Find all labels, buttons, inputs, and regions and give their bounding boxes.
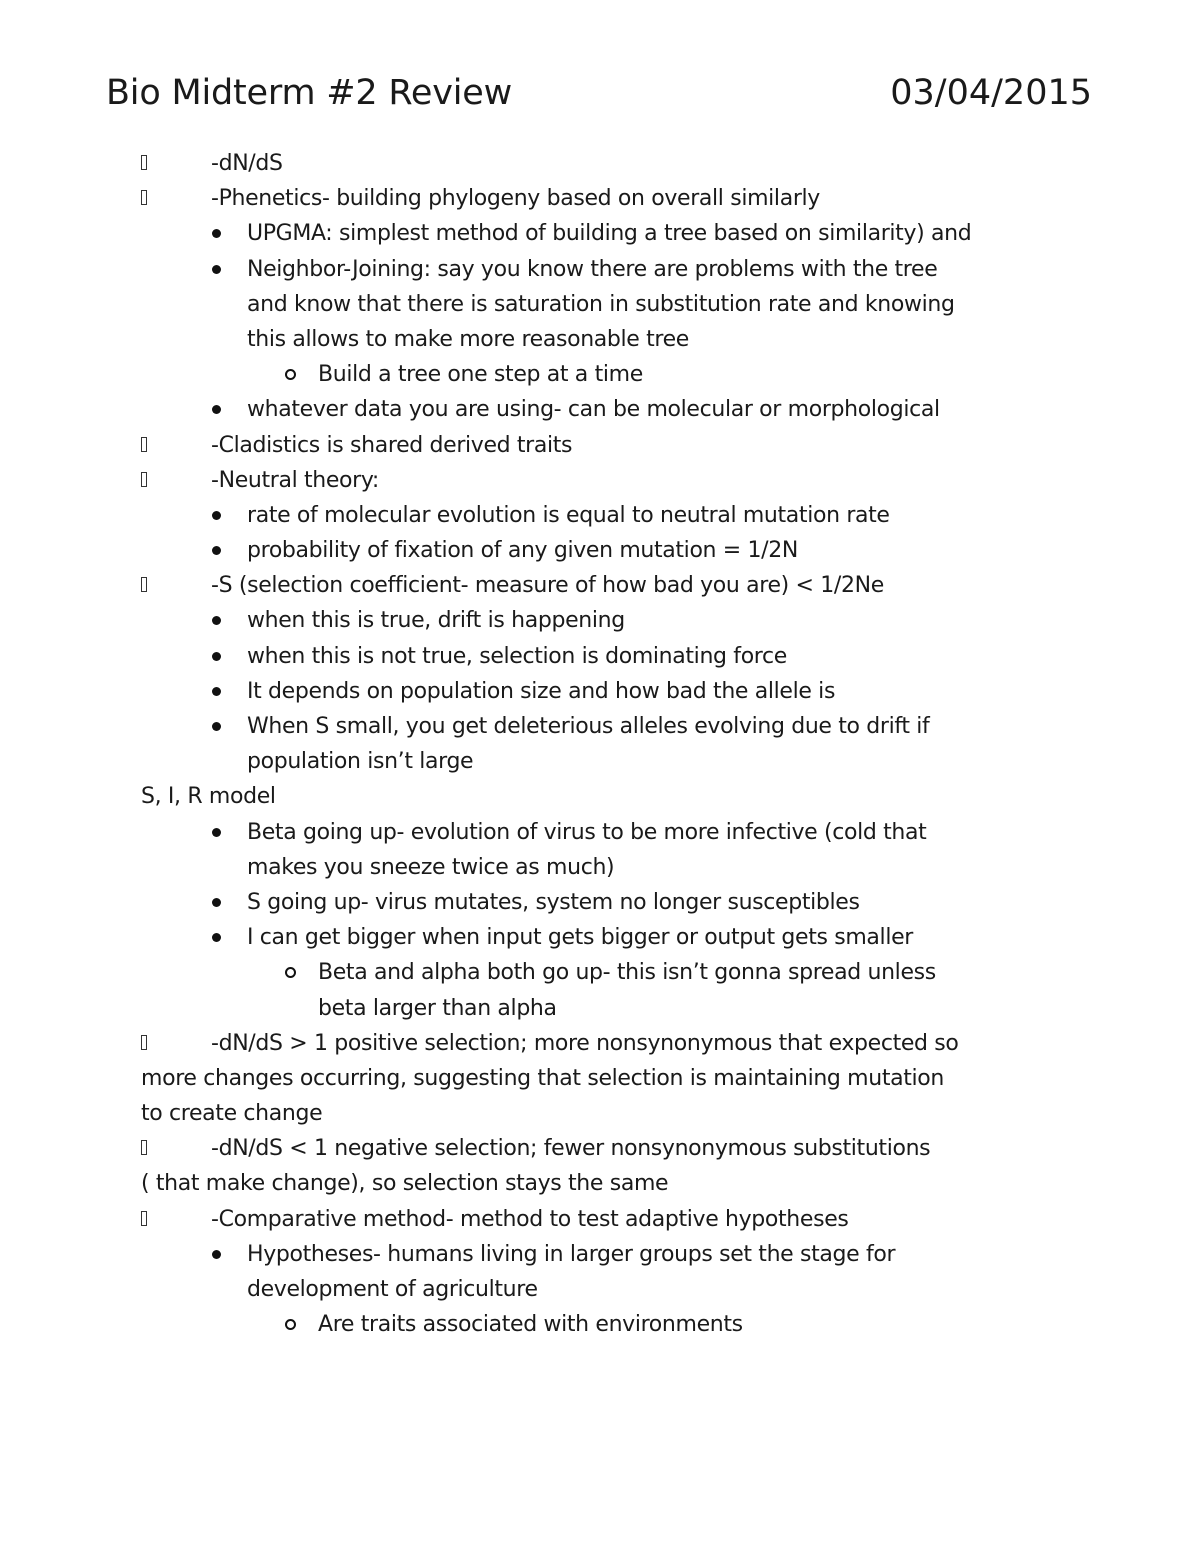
bullet-line [0,674,1200,709]
bullet-line [0,639,1200,674]
bullet-line [0,1237,1200,1272]
note-line [0,1131,1200,1166]
bullet-text: When S small, you get deleterious alleles evolving due to drift if [247,714,930,739]
missing-glyph-icon [141,190,147,205]
bullet-dot-icon [212,1250,221,1259]
bullet-text: whatever data you are using- can be molecular or morphological [247,397,940,423]
note-line [0,181,1200,216]
note-text: more changes occurring, suggesting that selection is maintaining mutation [141,1065,945,1091]
bullet-line [0,709,1200,744]
missing-glyph-icon [141,155,147,170]
note-text: to create change [141,1101,323,1127]
bullet-line [0,920,1200,955]
bullet-text: UPGMA: simplest method of building a tree based on similarity) and [247,221,972,247]
page-date: 03/04/2015 [890,73,1092,113]
bullet-text: Beta going up- evolution of virus to be more infective (cold that [247,819,927,845]
bullet-dot-icon [212,722,221,731]
bullet-dot-icon [212,652,221,661]
bullet-circle-icon [285,967,296,978]
missing-glyph-icon [141,437,147,452]
sub-bullet-text: Build a tree one step at a time [318,362,643,388]
bullet-dot-icon [212,511,221,520]
section-heading [0,779,1200,814]
missing-glyph-icon [141,1140,147,1155]
bullet-text: when this is not true, selection is dominating force [247,643,787,669]
bullet-line [0,533,1200,568]
bullet-dot-icon [212,546,221,555]
bullet-text: and know that there is saturation in substitution rate and knowing [247,291,955,317]
bullet-text: development of agriculture [247,1277,538,1302]
missing-glyph-icon [141,1211,147,1226]
bullet-text: I can get bigger when input gets bigger or output gets smaller [247,925,913,951]
bullet-continuation [0,1272,1200,1307]
bullet-dot-icon [212,405,221,414]
section-heading-text: S, I, R model [141,784,276,810]
bullet-text: makes you sneeze twice as much) [247,854,615,880]
bullet-text: Hypotheses- humans living in larger groups set the stage for [247,1241,896,1267]
bullet-continuation [0,322,1200,357]
bullet-dot-icon [212,265,221,274]
note-line [0,568,1200,603]
sub-bullet-continuation [0,991,1200,1026]
bullet-text: when this is true, drift is happening [247,608,625,634]
note-continuation [0,1166,1200,1201]
sub-bullet-line [0,1307,1200,1342]
note-line [0,1202,1200,1237]
bullet-line [0,392,1200,427]
note-line [0,463,1200,498]
bullet-circle-icon [285,369,296,380]
note-text: -dN/dS < 1 negative selection; fewer nonsynonymous substitutions [211,1136,931,1162]
note-text: -dN/dS [211,151,283,176]
bullet-line [0,498,1200,533]
note-text: -Phenetics- building phylogeny based on overall similarly [211,186,820,212]
note-continuation [0,1061,1200,1096]
bullet-line [0,815,1200,850]
note-line [0,428,1200,463]
sub-bullet-text: Beta and alpha both go up- this isn’t gonna spread unless [318,960,936,986]
bullet-dot-icon [212,229,221,238]
note-continuation [0,1096,1200,1131]
notes-body [0,146,1200,1342]
bullet-line [0,216,1200,251]
bullet-text: Neighbor-Joining: say you know there are problems with the tree [247,256,938,282]
sub-bullet-text: beta larger than alpha [318,995,557,1021]
bullet-text: probability of fixation of any given mutation = 1/2N [247,538,798,564]
note-text: -Comparative method- method to test adaptive hypotheses [211,1206,849,1232]
note-text: -dN/dS > 1 positive selection; more nonsynonymous that expected so [211,1030,959,1056]
bullet-text: It depends on population size and how bad the allele is [247,678,836,704]
note-line [0,146,1200,181]
bullet-dot-icon [212,687,221,696]
bullet-text: this allows to make more reasonable tree [247,326,689,352]
note-text: ( that make change), so selection stays the same [141,1171,669,1197]
bullet-dot-icon [212,933,221,942]
bullet-line [0,603,1200,638]
bullet-text: S going up- virus mutates, system no longer susceptibles [247,889,860,915]
bullet-circle-icon [285,1319,296,1330]
missing-glyph-icon [141,472,147,487]
bullet-continuation [0,744,1200,779]
bullet-line [0,252,1200,287]
note-text: -S (selection coefficient- measure of how bad you are) < 1/2Ne [211,573,884,599]
sub-bullet-text: Are traits associated with environments [318,1312,743,1338]
missing-glyph-icon [141,1035,147,1050]
note-text: -Neutral theory: [211,467,379,493]
note-line [0,1026,1200,1061]
page-title: Bio Midterm #2 Review [106,73,513,113]
bullet-line [0,885,1200,920]
bullet-text: population isn’t large [247,749,474,775]
sub-bullet-line [0,357,1200,392]
missing-glyph-icon [141,577,147,592]
bullet-dot-icon [212,616,221,625]
sub-bullet-line [0,955,1200,990]
bullet-continuation [0,287,1200,322]
bullet-continuation [0,850,1200,885]
bullet-text: rate of molecular evolution is equal to neutral mutation rate [247,502,890,528]
bullet-dot-icon [212,898,221,907]
bullet-dot-icon [212,828,221,837]
note-text: -Cladistics is shared derived traits [211,432,573,458]
